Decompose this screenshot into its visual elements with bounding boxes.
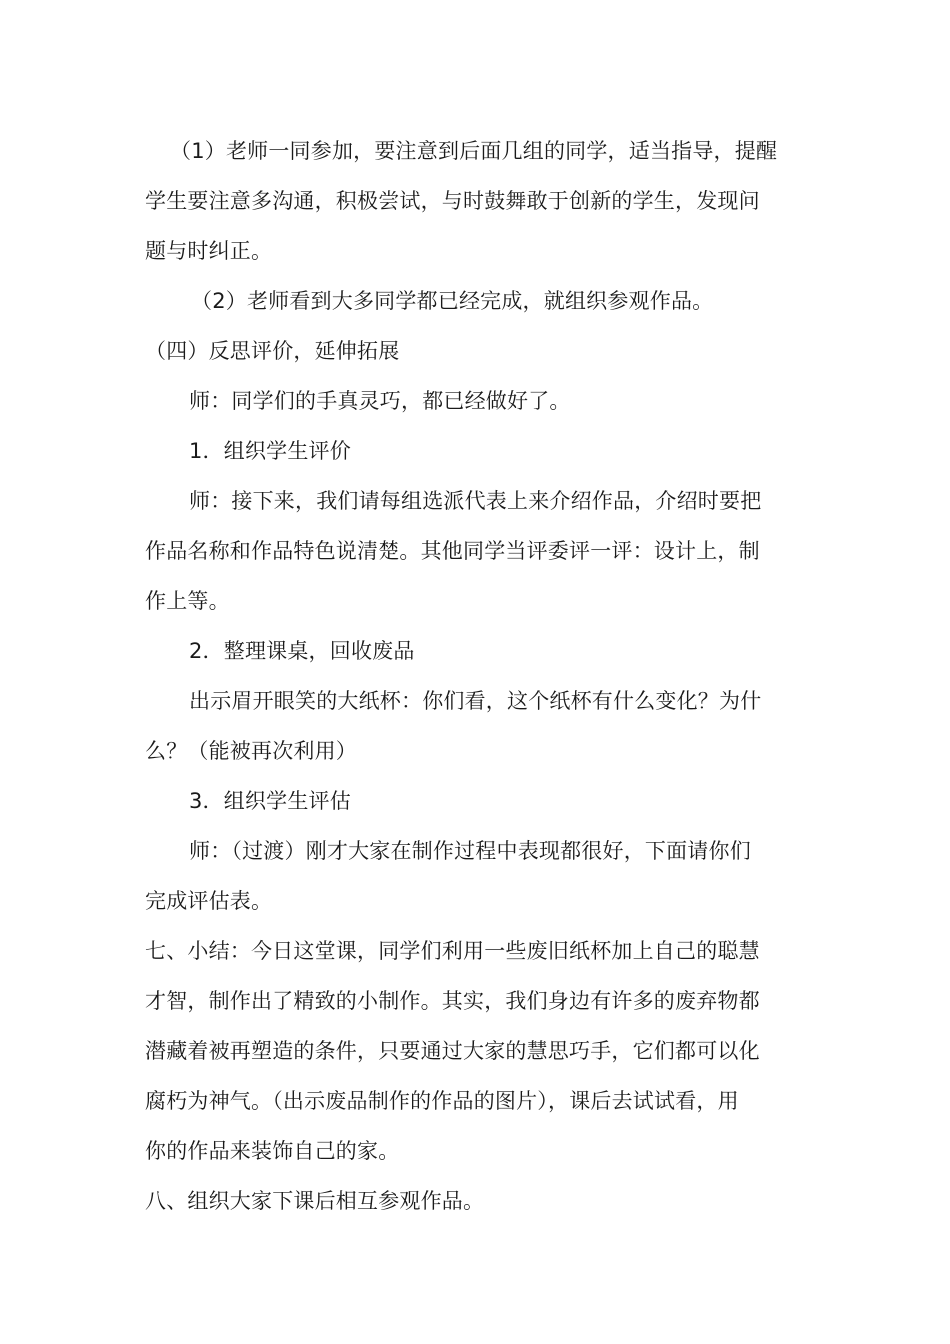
text-line: 作上等。 [145,589,230,613]
text-line: 出示眉开眼笑的大纸杯：你们看，这个纸杯有什么变化？为什 [189,689,762,713]
list-item: 2．整理课桌，回收废品 [189,639,415,663]
text-line: 题与时纠正。 [145,239,273,263]
text-line: 潜藏着被再塑造的条件，只要通过大家的慧思巧手，它们都可以化 [145,1039,760,1063]
list-item: 3．组织学生评估 [189,789,351,813]
list-item: 1．组织学生评价 [189,439,351,463]
text-line: 才智，制作出了精致的小制作。其实，我们身边有许多的废弃物都 [145,989,760,1013]
text-line: 作品名称和作品特色说清楚。其他同学当评委评一评：设计上，制 [145,539,760,563]
text-line: 完成评估表。 [145,889,273,913]
text-line: 腐朽为神气。（出示废品制作的作品的图片），课后去试试看，用 [145,1089,739,1113]
text-line: 学生要注意多沟通，积极尝试，与时鼓舞敢于创新的学生，发现问 [145,189,760,213]
text-line: 师：同学们的手真灵巧，都已经做好了。 [189,389,571,413]
text-line: 师：（过渡）刚才大家在制作过程中表现都很好，下面请你们 [189,839,751,863]
text-line: 你的作品来装饰自己的家。 [145,1139,400,1163]
text-line: （1）老师一同参加，要注意到后面几组的同学，适当指导，提醒 [170,139,778,163]
section-heading: 八、组织大家下课后相互参观作品。 [145,1189,485,1213]
section-heading: 七、小结：今日这堂课，同学们利用一些废旧纸杯加上自己的聪慧 [145,939,760,963]
text-line: 师：接下来，我们请每组选派代表上来介绍作品，介绍时要把 [189,489,762,513]
text-line: （2）老师看到大多同学都已经完成，就组织参观作品。 [191,289,714,313]
section-heading: （四）反思评价，延伸拓展 [145,339,400,363]
text-line: 么？（能被再次利用） [145,739,357,763]
